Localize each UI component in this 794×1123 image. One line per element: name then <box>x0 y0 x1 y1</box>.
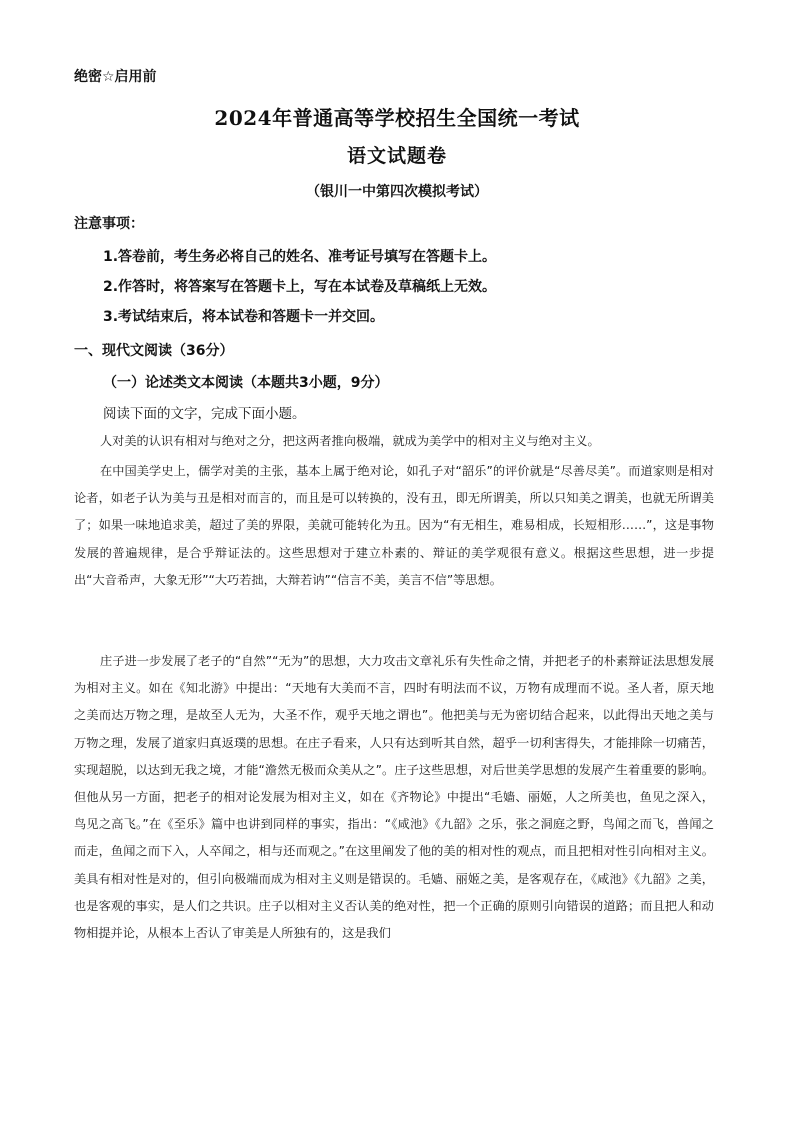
paper-title: 语文试题卷 <box>346 145 447 167</box>
section-heading: 一、现代文阅读（36分） <box>74 343 234 359</box>
exam-title: 2024年普通高等学校招生全国统一考试 <box>214 106 580 130</box>
notice-heading: 注意事项： <box>74 216 144 232</box>
passage-paragraph: 庄子进一步发展了老子的“自然”“无为”的思想，大力攻击文章礼乐有失性命之情，并把老子的朴素辩证法思想发展为相对主义。如在《知北游》中提出：“天地有大美而不言，四时有明法而不议，万物有成理而不说。圣人者，原天地之美而达万物之理，是故至人无为，大圣不作，观乎天地之谓也”。他把美与无为密切结合起来，以此得出天地之美与万物之理，发展了道家归真返璞的思想。在庄子看来，人只有达到听其自然，超乎一切利害得失，才能排除一切痛苦，实现超脱，以达到无我之境，才能“澹然无极而众美从之”。庄子这些思想，对后世美学思想的发展产生着重要的影响。但他从另一方面，把老子的相对论发展为相对主义，如在《齐物论》中提出“毛嫱、丽姬，人之所美也，鱼见之深入，鸟见之高飞。”在《至乐》篇中也讲到同样的事实，指出：“《咸池》《九韶》之乐，张之洞庭之野，鸟闻之而飞，兽闻之而走，鱼闻之而下入，人卒闻之，相与还而观之。”在这里阐发了他的美的相对性的观点，而且把相对性引向相对主义。美具有相对性是对的，但引向极端而成为相对主义则是错误的。毛嫱、丽姬之美，是客观存在，《咸池》《九韶》之美，也是客观的事实，是人们之共识。庄子以相对主义否认美的绝对性，把一个正确的原则引向错误的道路；而且把人和动物相提并论，从根本上否认了审美是人所独有的，这是我们 <box>74 654 714 941</box>
notice-item: 3.考试结束后，将本试卷和答题卡一并交回。 <box>103 309 385 325</box>
passage-paragraph: 人对美的认识有相对与绝对之分，把这两者推向极端，就成为美学中的相对主义与绝对主义。 <box>100 434 600 448</box>
notice-item: 2.作答时，将答案写在答题卡上，写在本试卷及草稿纸上无效。 <box>103 279 497 295</box>
secret-label: 绝密☆启用前 <box>74 69 157 85</box>
passage-paragraph: 在中国美学史上，儒学对美的主张，基本上属于绝对论，如孔子对“韶乐”的评价就是“尽善尽美”。而道家则是相对论者，如老子认为美与丑是相对而言的，而且是可以转换的，没有丑，即无所谓美，所以只知美之谓美，也就无所谓美了；如果一味地追求美，超过了美的界限，美就可能转化为丑。因为“有无相生，难易相成，长短相形……”，这是事物发展的普遍规律，是合乎辩证法的。这些思想对于建立朴素的、辩证的美学观很有意义。根据这些思想，进一步提出“大音希声，大象无形”“大巧若拙，大辩若讷”“信言不美，美言不信”等思想。 <box>74 464 714 587</box>
exam-note: （银川一中第四次模拟考试） <box>306 184 488 200</box>
notice-item: 1.答卷前，考生务必将自己的姓名、准考证号填写在答题卡上。 <box>103 249 497 265</box>
reading-instruction: 阅读下面的文字，完成下面小题。 <box>103 406 306 422</box>
subsection-heading: （一）论述类文本阅读（本题共3小题，9分） <box>103 375 389 391</box>
